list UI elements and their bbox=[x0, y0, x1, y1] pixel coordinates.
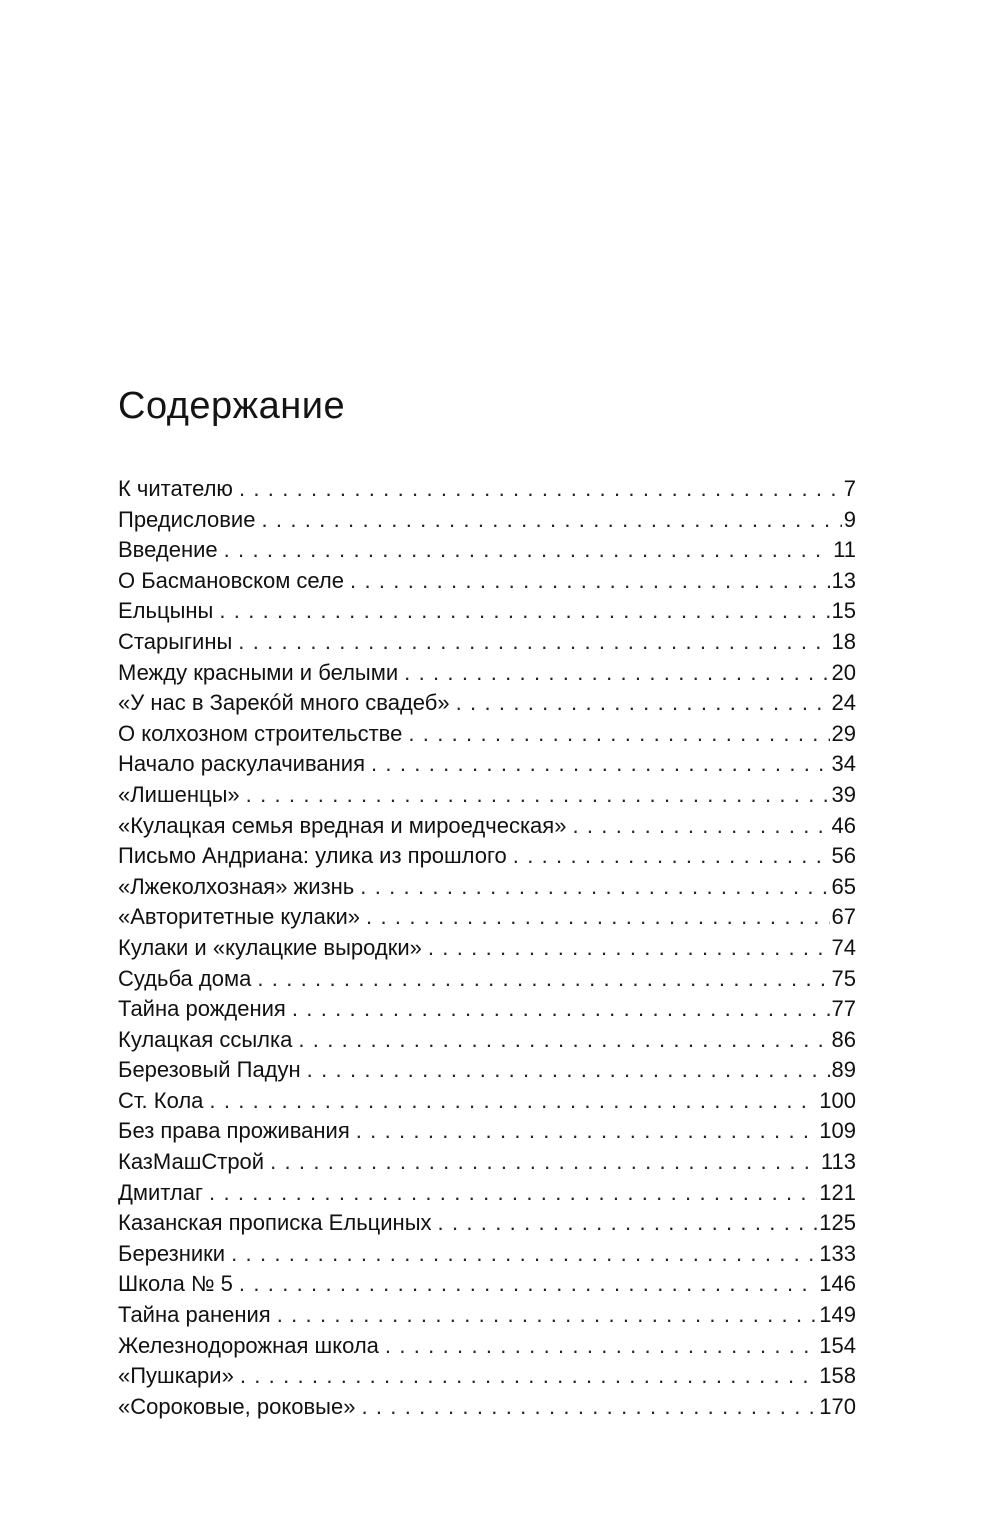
toc-entry bbox=[118, 811, 856, 842]
toc-entry-title: Казанская прописка Ельциных bbox=[118, 1210, 432, 1236]
toc-entry bbox=[118, 1392, 856, 1423]
toc-entry bbox=[118, 658, 856, 689]
dot-leader bbox=[257, 964, 829, 995]
dot-leader bbox=[224, 535, 832, 566]
toc-entry-page-number: 18 bbox=[831, 628, 856, 654]
toc-entry-page-number: 100 bbox=[819, 1087, 856, 1113]
toc-entry-title: «Лжеколхозная» жизнь bbox=[118, 873, 355, 899]
dot-leader bbox=[513, 841, 830, 872]
dot-leader bbox=[239, 474, 842, 505]
toc-entry-title: Дмитлаг bbox=[118, 1179, 204, 1205]
toc-entry bbox=[118, 749, 856, 780]
toc-entry-page-number: 154 bbox=[819, 1332, 856, 1358]
toc-entry-page-number: 39 bbox=[831, 781, 856, 807]
dot-leader bbox=[219, 596, 829, 627]
toc-entry-title: «У нас в Зарекóй много свадеб» bbox=[118, 690, 450, 716]
toc-entry-title: Ст. Кола bbox=[118, 1087, 204, 1113]
toc-entry-page-number: 67 bbox=[831, 904, 856, 930]
toc-entry-title: Тайна ранения bbox=[118, 1302, 271, 1328]
dot-leader bbox=[239, 1269, 817, 1300]
toc-entry bbox=[118, 1331, 856, 1362]
toc-entry-title: Кулаки и «кулацкие выродки» bbox=[118, 934, 422, 960]
dot-leader bbox=[292, 994, 830, 1025]
toc-entry-page-number: 56 bbox=[831, 843, 856, 869]
toc-entry-page-number: 24 bbox=[831, 690, 856, 716]
toc-entry-title: О колхозном строительстве bbox=[118, 720, 403, 746]
toc-entry-title: Без права проживания bbox=[118, 1118, 350, 1144]
toc-entry-page-number: 146 bbox=[819, 1271, 856, 1297]
toc-entry-page-number: 121 bbox=[819, 1179, 856, 1205]
dot-leader bbox=[246, 780, 830, 811]
toc-entry bbox=[118, 1116, 856, 1147]
toc-entry-title: «Сороковые, роковые» bbox=[118, 1393, 356, 1419]
toc-entry bbox=[118, 474, 856, 505]
toc-entry-title: «Пушкари» bbox=[118, 1363, 234, 1389]
dot-leader bbox=[438, 1208, 818, 1239]
dot-leader bbox=[385, 1331, 817, 1362]
dot-leader bbox=[231, 1239, 817, 1270]
dot-leader bbox=[350, 566, 830, 597]
toc-entry-title: К читателю bbox=[118, 476, 233, 501]
toc-entry bbox=[118, 566, 856, 597]
toc-entry bbox=[118, 1086, 856, 1117]
toc-entry bbox=[118, 1300, 856, 1331]
toc-entry-title: Школа № 5 bbox=[118, 1271, 233, 1297]
toc-entry-page-number: 113 bbox=[820, 1149, 856, 1175]
dot-leader bbox=[371, 749, 830, 780]
dot-leader bbox=[277, 1300, 818, 1331]
toc-entry-title: Железнодорожная школа bbox=[118, 1332, 379, 1358]
toc-entry-page-number: 65 bbox=[831, 873, 856, 899]
dot-leader bbox=[408, 719, 829, 750]
dot-leader bbox=[261, 505, 841, 536]
toc-entry-page-number: 149 bbox=[819, 1302, 856, 1328]
toc-entry bbox=[118, 964, 856, 995]
dot-leader bbox=[307, 1055, 830, 1086]
toc-entry-title: Березники bbox=[118, 1240, 226, 1266]
toc-entry-title: Судьба дома bbox=[118, 965, 252, 991]
toc-entry bbox=[118, 1025, 856, 1056]
toc-entry-page-number: 74 bbox=[831, 934, 856, 960]
dot-leader bbox=[209, 1086, 817, 1117]
dot-leader bbox=[456, 688, 830, 719]
dot-leader bbox=[238, 627, 829, 658]
toc-entry-title: «Кулацкая семья вредная и мироедческая» bbox=[118, 812, 567, 838]
dot-leader bbox=[404, 658, 829, 689]
toc-entry bbox=[118, 1361, 856, 1392]
toc-entry-page-number: 75 bbox=[831, 965, 856, 991]
dot-leader bbox=[428, 933, 830, 964]
toc-entry bbox=[118, 505, 856, 536]
toc-entry bbox=[118, 535, 856, 566]
toc-entry bbox=[118, 1239, 856, 1270]
toc-entry-page-number: 89 bbox=[831, 1057, 856, 1083]
toc-entry bbox=[118, 994, 856, 1025]
toc-entry-title: Письмо Андриана: улика из прошлого bbox=[118, 843, 507, 869]
toc-entry-page-number: 34 bbox=[831, 751, 856, 777]
toc-entry-page-number: 20 bbox=[831, 659, 856, 685]
dot-leader bbox=[270, 1147, 819, 1178]
toc-entry bbox=[118, 933, 856, 964]
toc-entry bbox=[118, 1147, 856, 1178]
toc-entry-page-number: 125 bbox=[819, 1210, 856, 1236]
toc-entry-page-number: 11 bbox=[833, 537, 856, 563]
dot-leader bbox=[366, 902, 829, 933]
toc-entry-page-number: 13 bbox=[831, 567, 856, 593]
toc-entry bbox=[118, 627, 856, 658]
dot-leader bbox=[572, 811, 829, 842]
toc-entry bbox=[118, 596, 856, 627]
toc-entry bbox=[118, 719, 856, 750]
toc-entry-page-number: 15 bbox=[831, 598, 856, 624]
toc-entry-title: Начало раскулачивания bbox=[118, 751, 365, 777]
toc-entry-page-number: 158 bbox=[819, 1363, 856, 1389]
dot-leader bbox=[240, 1361, 817, 1392]
toc-entry-title: Между красными и белыми bbox=[118, 659, 399, 685]
toc-entry bbox=[118, 1269, 856, 1300]
toc-entry-title: КазМашСтрой bbox=[118, 1149, 265, 1175]
toc-entry bbox=[118, 1208, 856, 1239]
dot-leader bbox=[209, 1178, 817, 1209]
toc-entry-title: Предисловие bbox=[118, 506, 256, 532]
page-title: Содержание bbox=[118, 385, 346, 427]
toc-entry bbox=[118, 872, 856, 903]
toc-entry-page-number: 9 bbox=[843, 506, 856, 532]
toc-entry-title: Березовый Падун bbox=[118, 1057, 301, 1083]
toc-entry-title: О Басмановском селе bbox=[118, 567, 345, 593]
toc-entry-page-number: 133 bbox=[819, 1240, 856, 1266]
toc-entry-page-number: 77 bbox=[831, 996, 856, 1022]
dot-leader bbox=[298, 1025, 829, 1056]
toc-entry-title: Кулацкая ссылка bbox=[118, 1026, 293, 1052]
toc-entry bbox=[118, 1055, 856, 1086]
toc-entry bbox=[118, 780, 856, 811]
toc-entry bbox=[118, 841, 856, 872]
toc-entry-title: Введение bbox=[118, 537, 218, 563]
toc-entry-title: «Авторитетные кулаки» bbox=[118, 904, 361, 930]
dot-leader bbox=[360, 872, 829, 903]
toc-entry bbox=[118, 902, 856, 933]
dot-leader bbox=[356, 1116, 818, 1147]
toc-entry-title: Ельцыны bbox=[118, 598, 214, 624]
toc-entry-title: «Лишенцы» bbox=[118, 781, 240, 807]
toc-entry-title: Старыгины bbox=[118, 628, 233, 654]
dot-leader bbox=[361, 1392, 817, 1423]
toc-entry-page-number: 46 bbox=[831, 812, 856, 838]
toc-entry-page-number: 86 bbox=[831, 1026, 856, 1052]
toc-entry-page-number: 7 bbox=[843, 476, 856, 501]
toc-entry-page-number: 29 bbox=[831, 720, 856, 746]
toc-entry bbox=[118, 688, 856, 719]
toc-entry bbox=[118, 1178, 856, 1209]
toc-entry-title: Тайна рождения bbox=[118, 996, 286, 1022]
table-of-contents bbox=[118, 474, 856, 1422]
toc-entry-page-number: 170 bbox=[819, 1393, 856, 1419]
toc-entry-page-number: 109 bbox=[819, 1118, 856, 1144]
